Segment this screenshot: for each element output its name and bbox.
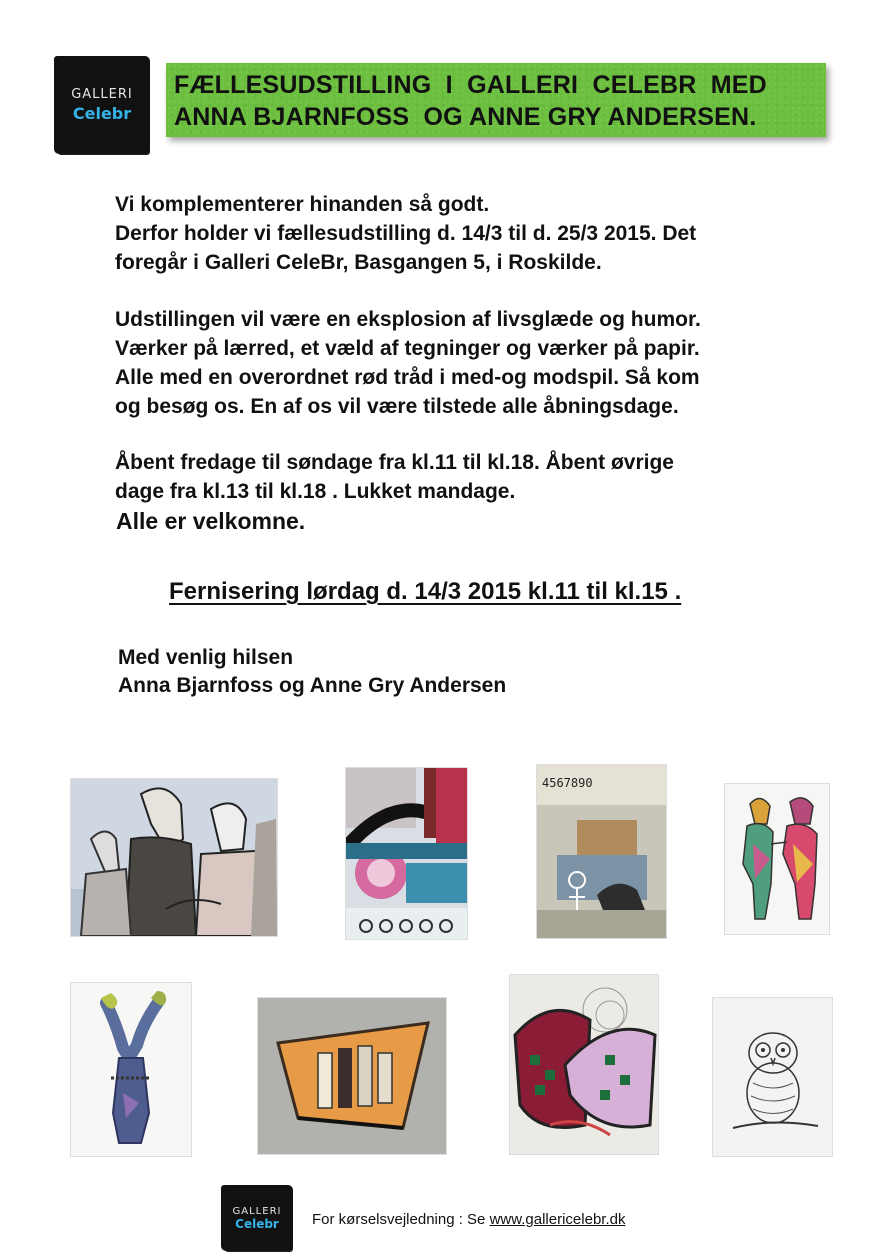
hours-line: Åbent fredage til søndage fra kl.11 til kl.18. Åbent øvrige xyxy=(115,451,674,474)
intro-line: Derfor holder vi fællesudstilling d. 14/3 til d. 25/3 2015. Det xyxy=(115,222,697,245)
opening-hours xyxy=(115,448,674,506)
footer-directions xyxy=(312,1211,625,1228)
painting-boat-shape-icon xyxy=(258,998,446,1154)
description-line: Alle med en overordnet rød tråd i med-og modspil. Så kom xyxy=(115,366,700,389)
header-title-line1: FÆLLESUDSTILLING I GALLERI CELEBR MED xyxy=(174,71,767,99)
drawing-owl-icon xyxy=(713,998,832,1156)
header-banner xyxy=(166,63,826,137)
painting-abstract-arch-icon xyxy=(346,768,467,939)
footer-gallery-logo xyxy=(223,1187,291,1249)
painting-figures-icon xyxy=(71,779,277,936)
intro-line: foregår i Galleri CeleBr, Basgangen 5, i Roskilde. xyxy=(115,251,602,274)
footer-logo-line2: Celebr xyxy=(235,1216,279,1231)
description-line: Værker på lærred, et væld af tegninger og værker på papir. xyxy=(115,337,700,360)
logo-line1: GALLERI xyxy=(71,87,133,102)
signature xyxy=(118,644,506,700)
gallery-logo xyxy=(56,58,148,152)
svg-text:4567890: 4567890 xyxy=(542,776,593,790)
painting-red-pink-shapes-icon xyxy=(510,975,658,1154)
intro-paragraph xyxy=(115,190,696,277)
footer-directions-text: For kørselsvejledning : Se xyxy=(312,1211,490,1228)
hours-line: dage fra kl.13 til kl.18 . Lukket mandage. xyxy=(115,480,516,503)
welcome-text: Alle er velkomne. xyxy=(116,508,306,534)
footer-website-link[interactable]: www.gallericelebr.dk xyxy=(489,1211,626,1228)
description-line: og besøg os. En af os vil være tilstede alle åbningsdage. xyxy=(115,395,679,418)
signature-names: Anna Bjarnfoss og Anne Gry Andersen xyxy=(118,674,507,697)
description-line: Udstillingen vil være en eksplosion af livsglæde og humor. xyxy=(115,308,701,331)
description-paragraph xyxy=(115,305,701,421)
vernissage-text: Fernisering lørdag d. 14/3 2015 kl.11 til kl.15 . xyxy=(169,578,682,605)
signature-greeting: Med venlig hilsen xyxy=(118,646,294,669)
painting-two-figures-icon xyxy=(725,784,829,934)
footer-logo-line1: GALLERI xyxy=(232,1205,282,1217)
header-title-line2: ANNA BJARNFOSS OG ANNE GRY ANDERSEN. xyxy=(174,103,757,131)
logo-line2: Celebr xyxy=(72,104,132,123)
intro-line: Vi komplementerer hinanden så godt. xyxy=(115,193,490,216)
painting-numbers-collage-icon xyxy=(537,765,666,938)
painting-tree-figure-icon xyxy=(71,983,191,1156)
